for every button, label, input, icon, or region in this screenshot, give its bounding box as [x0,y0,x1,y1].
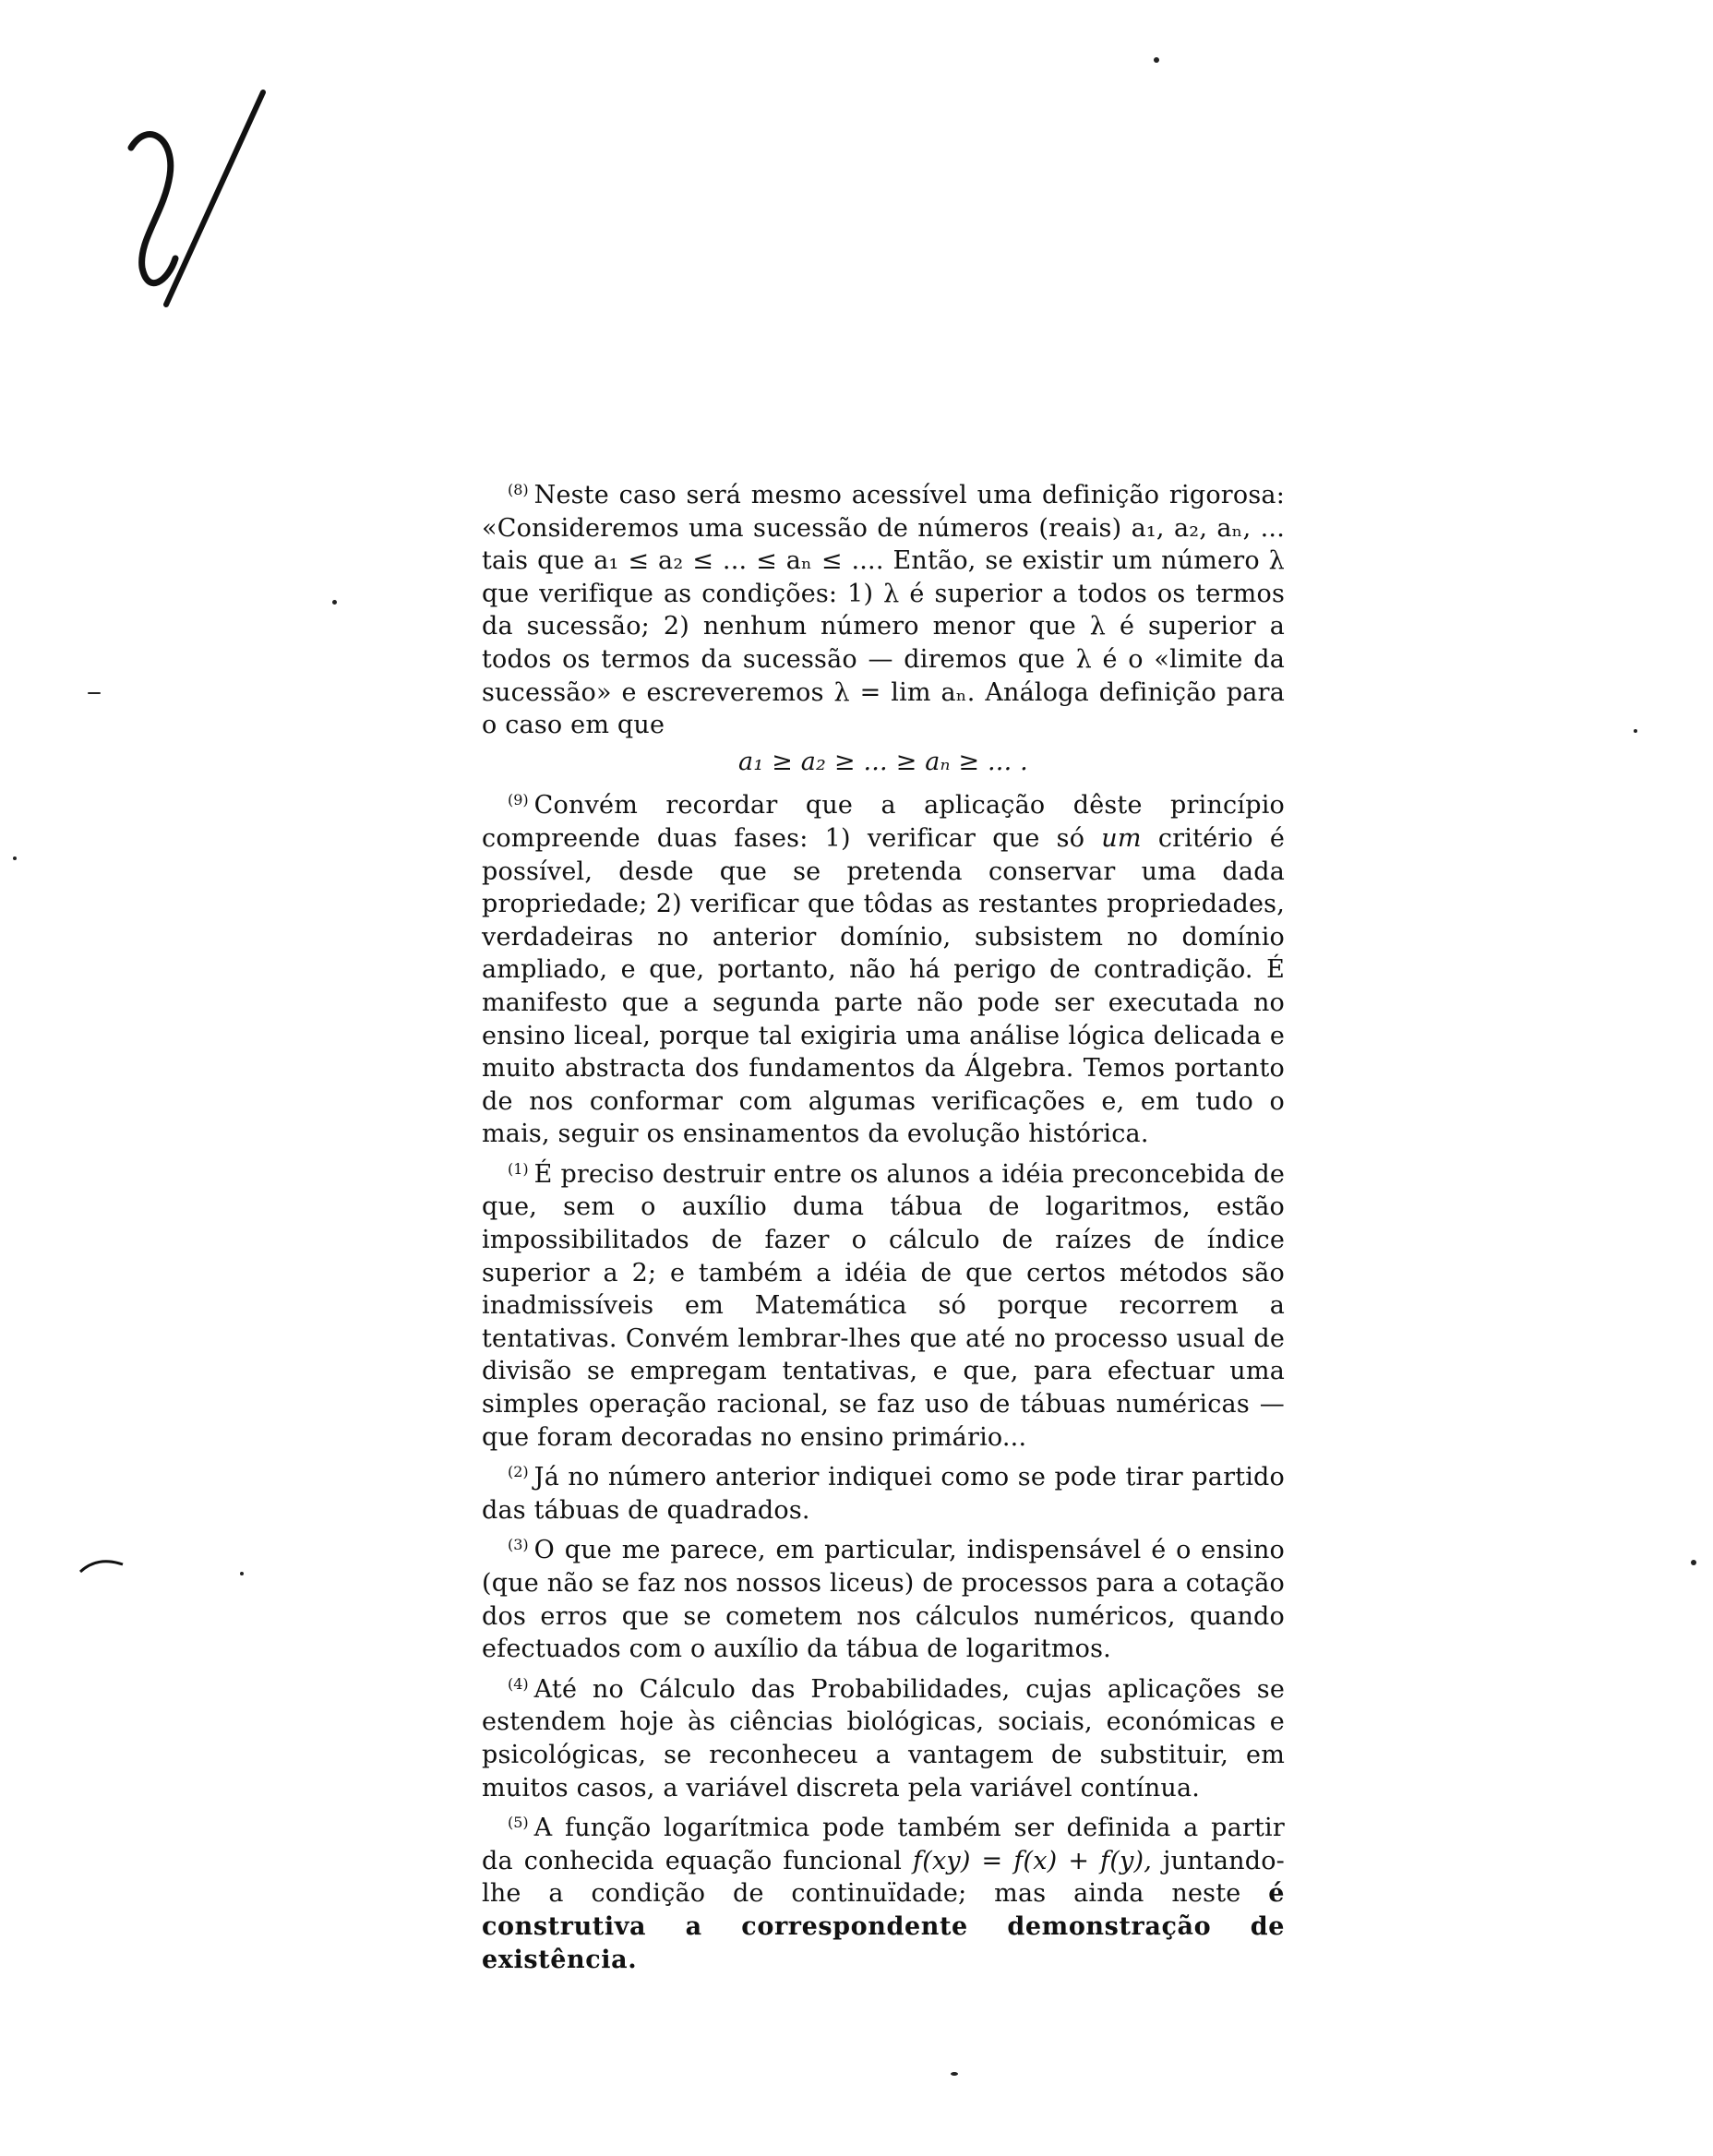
scan-speck [332,600,337,605]
footnote-4 [482,1668,1285,1804]
scan-speck [1691,1560,1696,1565]
footnote-8-formula: a₁ ≥ a₂ ≥ ... ≥ aₙ ≥ ... . [738,747,1028,776]
footnote-text: Até no Cálculo das Probabilidades, cujas aplicações se estendem hoje às ciências biológicas, sociais, económicas e psicológicas, se reconheceu a vantagem de substituir, em muitos casos, a variável discreta pela variável contínua. [482,1674,1285,1803]
footnote-3 [482,1528,1285,1665]
footnote-text: critério é possível, desde que se pretenda conservar uma dada propriedade; 2) verificar que tôdas as restantes propriedades, verdadeiras no anterior domínio, subsistem no domínio ampliado, e que, portanto, não há perigo de contradição. É manifesto que a segunda parte não pode ser executada no ensino liceal, porque tal exigiria uma análise lógica delicada e muito abstracta dos fundamentos da Álgebra. Temos portanto de nos conformar com algumas verificações e, em tudo o mais, seguir os ensinamentos da evolução histórica. [482,823,1285,1149]
footnote-formula: f(xy) = f(x) + f(y), [913,1846,1153,1875]
footnote-5 [482,1806,1285,1976]
footnote-mark: (4) [508,1674,529,1693]
footnote-mark: (1) [508,1159,529,1178]
footnote-text: O que me parece, em particular, indispensável é o ensino (que não se faz nos nossos liceus) de processos para a cotação dos erros que se cometem nos cálculos numéricos, quando efectuados com o auxílio da tábua de logaritmos. [482,1536,1285,1664]
scan-speck [1154,57,1159,63]
scan-speck [1634,729,1637,733]
footnote-mark: (2) [508,1463,529,1481]
footnote-2 [482,1455,1285,1527]
footnote-emphasis: um [1101,823,1142,853]
scan-speck [951,2072,958,2076]
footnote-bold-text: é construtiva a correspondente demonstração de existência. [482,1879,1285,1974]
footnote-text: Já no número anterior indiquei como se pode tirar partido das tábuas de quadrados. [482,1463,1285,1525]
footnote-text: Convém recordar que a aplicação dêste princípio compreende duas fases: 1) verificar que só [482,791,1285,853]
footnote-text: Neste caso será mesmo acessível uma definição rigorosa: «Consideremos uma sucessão de números (reais) a₁, a₂, aₙ, ... tais que a₁ ≤ a₂ ≤ ... ≤ aₙ ≤ .... Então, se existir um número λ que verifique as condições: 1) λ é superior a todos os termos da sucessão; 2) nenhum número menor que λ é superior a todos os termos da sucessão — diremos que λ é o «limite da sucessão» e escreveremos λ = lim aₙ. Análoga definição para o caso em que [482,481,1285,740]
scan-speck [88,692,101,694]
footnote-text: É preciso destruir entre os alunos a idéia preconcebida de que, sem o auxílio duma tábua de logaritmos, estão impossibilitados de fazer o cálculo de raízes de índice superior a 2; e também a idéia de que certos métodos são inadmissíveis em Matemática só porque recorrem a tentativas. Convém lembrar-lhes que até no processo usual de divisão se empregam tentativas, e que, para efectuar uma simples operação racional, se faz uso de tábuas numéricas — que foram decoradas no ensino primário... [482,1159,1285,1452]
scan-speck [13,856,17,860]
footnote-1 [482,1153,1285,1454]
footnote-mark: (8) [508,481,529,498]
scan-stroke-mark [78,1555,125,1574]
handwritten-page-mark [111,83,295,323]
footnote-mark: (5) [508,1814,529,1832]
scan-speck [240,1572,244,1575]
footnote-text: A função logarítmica pode também ser definida a partir da conhecida equação funcional [482,1814,1285,1875]
footnote-mark: (3) [508,1536,529,1554]
footnote-9 [482,784,1285,1151]
footnote-text: juntando-lhe a condição de continuïdade; mas ainda neste [482,1846,1285,1909]
footnote-8 [482,473,1285,742]
footnotes-block [482,473,1285,1976]
footnote-mark: (9) [508,791,529,809]
